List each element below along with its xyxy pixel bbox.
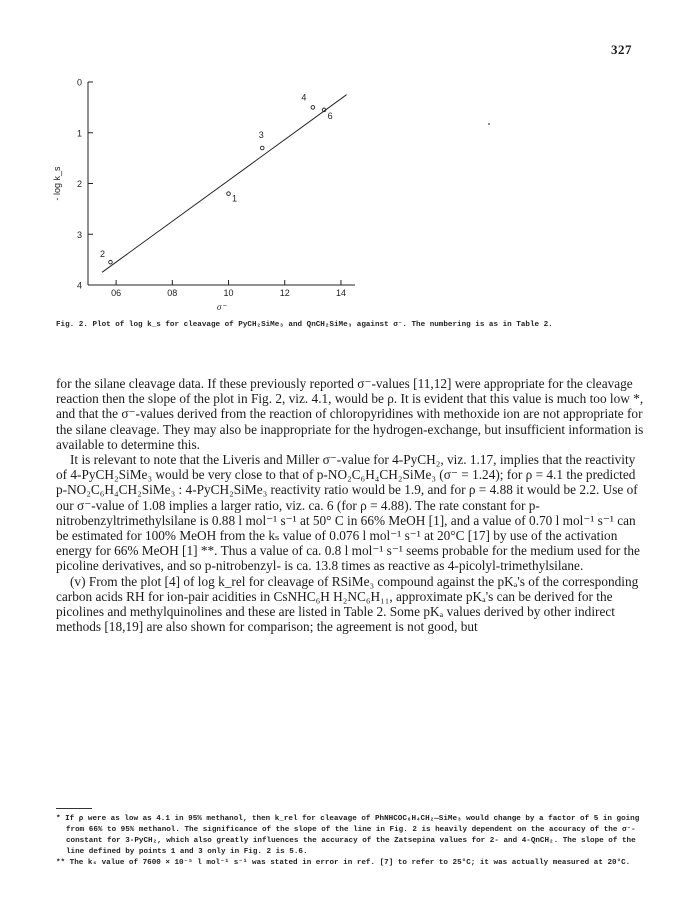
data-point [260, 146, 264, 150]
y-tick-label: 3 [76, 229, 82, 240]
footnote: ** The kₛ value of 7600 × 10⁻⁵ l mol⁻¹ s⁻¹ was stated in error in ref. [7] to refer to 25°C; it was actually measured at 20°C. [56, 859, 631, 867]
y-axis-label: - log k_s [52, 166, 62, 201]
footnote: * If ρ were as low as 4.1 in 95% methanol, then k_rel for cleavage of PhNHCOC₆H₄CH₂—SiMe₃ would change by a factor of 5 in going from 66% to 95% methanol. The significance of the slope of the line in Fig. 2 is heavily dependent on the accuracy of the σ⁻-constant for 3-PyCH₂, which also greatly influences the accuracy of the Zatsepina values for 2- and 4-QnCH₂. The slope of the line defined by points 1 and 3 only in Fig. 2 is 5.6. [56, 815, 640, 856]
data-point [227, 192, 231, 196]
fit-line [99, 95, 347, 273]
y-tick-label: 1 [76, 128, 82, 139]
body-text [56, 376, 646, 634]
point-label: 6 [327, 110, 333, 121]
x-tick-label: 14 [335, 288, 346, 298]
paragraph: (v) From the plot [4] of log k_rel for cleavage of RSiMe₃ compound against the pKₐ's of the corresponding carbon acids RH for ion-pair acidities in CsNHC₆H H₂NC₆H₁₁, approximate pKₐ's can be derived for the picolines and methylquinolines and these are listed in Table 2. Some pKₐ values derived by other indirect methods [18,19] are also shown for comparison; the agreement is not good, but [56, 573, 639, 635]
y-tick-label: 4 [76, 280, 82, 291]
stray-mark [488, 123, 490, 125]
x-axis-label: σ⁻ [216, 302, 227, 312]
footnote-divider [56, 808, 92, 809]
footnotes [56, 814, 646, 869]
point-label: 4 [301, 92, 307, 103]
x-tick-label: 08 [167, 288, 178, 298]
page-number: 327 [611, 42, 632, 57]
point-label: 2 [99, 249, 105, 260]
x-tick-label: 06 [111, 288, 122, 298]
paragraph: for the silane cleavage data. If these previously reported σ⁻-values [11,12] were appropriate for the cleavage reaction then the slope of the plot in Fig. 2, viz. 4.1, would be ρ. It is evident that this value is much too low *, and that the σ⁻-values derived from the reaction of chloropyridines with methoxide ion are not appropriate for the silane cleavage. They may also be inappropriate for the hydrogen-exchange, but insufficient information is available to determine this. [56, 376, 644, 452]
y-tick-label: 0 [76, 77, 82, 88]
figure-2-plot [50, 70, 370, 320]
figure-caption: Fig. 2. Plot of log k_s for cleavage of PyCH₂SiMe₃ and QnCH₂SiMe₃ against σ⁻. The numbering is as in Table 2. [56, 321, 553, 329]
point-label: 1 [232, 193, 238, 204]
point-label: 3 [258, 129, 264, 140]
x-tick-label: 12 [279, 288, 290, 298]
data-point [109, 260, 113, 264]
data-point [311, 106, 315, 110]
y-tick-label: 2 [76, 179, 82, 189]
paragraph: It is relevant to note that the Liveris and Miller σ⁻-value for 4-PyCH₂, viz. 1.17, implies that the reactivity of 4-PyCH₂SiMe₃ would be very close to that of p-NO₂C₆H₄CH₂SiMe₃ (σ⁻ = 1.24); for ρ = 4.1 the predicted p-NO₂C₆H₄CH₂SiMe₃ : 4-PyCH₂SiMe₃ reactivity ratio would be 1.9, and for ρ = 4.88 it would be 2.2. Use of our σ⁻-value of 1.08 implies a larger ratio, viz. ca. 6 (for ρ = 4.88). The rate constant for p-nitrobenzyltrimethylsilane is 0.88 l mol⁻¹ s⁻¹ at 50° C in 66% MeOH [1], and a value of 0.70 l mol⁻¹ s⁻¹ can be estimated for 100% MeOH from the kₛ value of 0.076 l mol⁻¹ s⁻¹ at 20°C [17] by use of the activation energy for 66% MeOH [1] **. Thus a value of ca. 0.8 l mol⁻¹ s⁻¹ seems probable for the medium used for the picoline derivatives, and so p-nitrobenzyl- is ca. 13.8 times as reactive as 4-picolyl-trimethylsilane. [56, 452, 640, 574]
x-tick-label: 10 [223, 288, 234, 298]
